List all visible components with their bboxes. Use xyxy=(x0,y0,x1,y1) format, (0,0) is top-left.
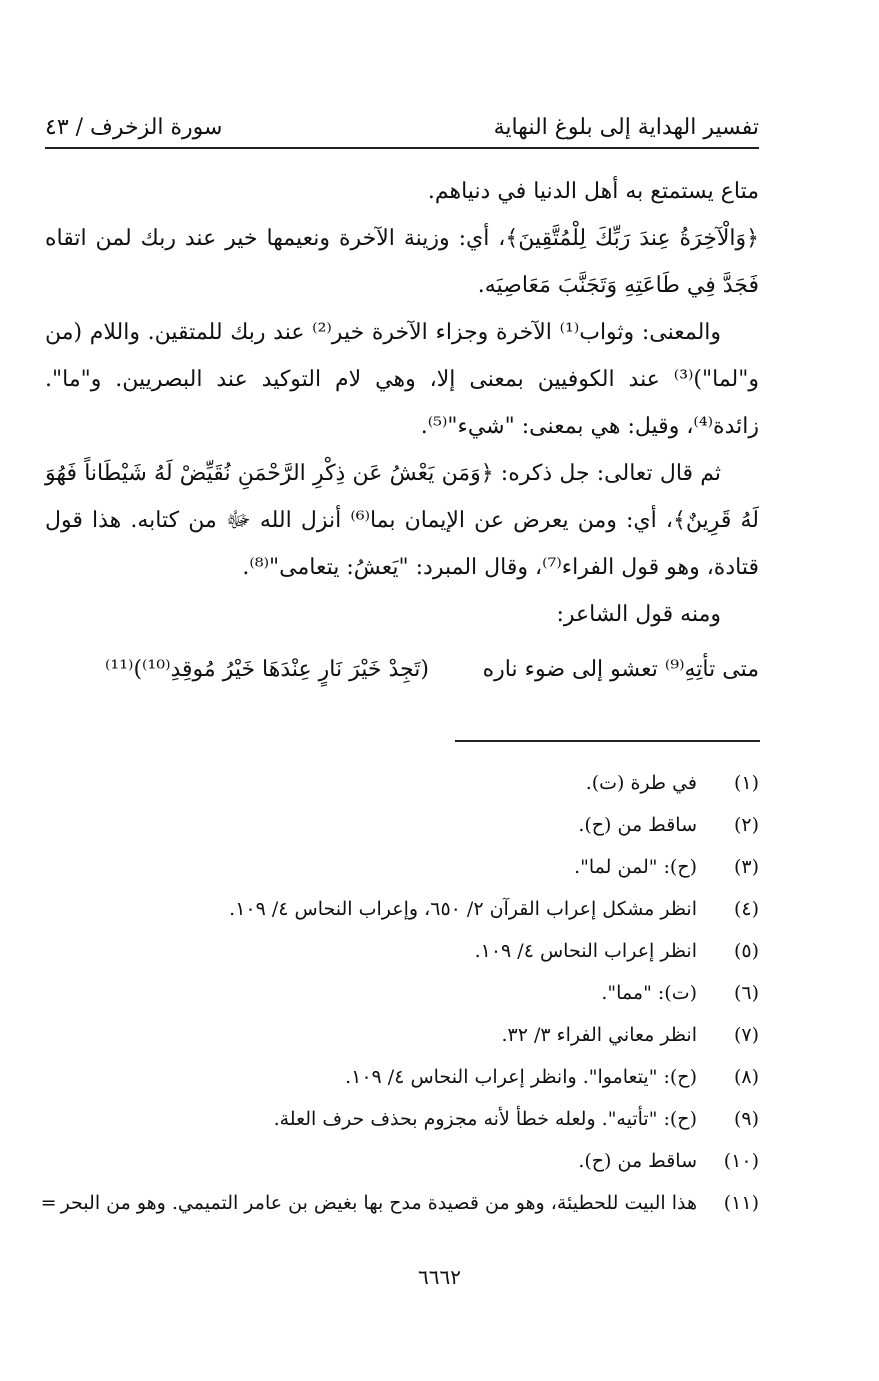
footnote-number: (٨) xyxy=(733,1066,759,1088)
footnote-number: (٣) xyxy=(733,856,759,878)
footnote xyxy=(10,1182,759,1224)
footnote-text: انظر معاني الفراء ٣/ ٣٢. xyxy=(501,1024,697,1046)
footnote-number: (٥) xyxy=(733,940,759,962)
footnote-rule xyxy=(455,740,760,742)
footnote-number: (٤) xyxy=(733,898,759,920)
book-title: تفسير الهداية إلى بلوغ النهاية xyxy=(493,115,759,140)
footnote-number: (١١) xyxy=(723,1192,759,1214)
paragraph-2: ﴿وَالْآخِرَةُ عِندَ رَبِّكَ لِلْمُتَّقِينَ﴾، أي: وزينة الآخرة ونعيمها خير عند ربك لمن اتقاه فَجَدَّ فِي طَاعَتِهِ وَتَجَنَّبَ مَعَاصِيَه. xyxy=(45,226,759,298)
footnote xyxy=(10,972,759,1014)
footnote-text: ساقط من (ح). xyxy=(578,1150,697,1172)
verse-second-hemistich: (تَجِدْ خَيْرَ نَارٍ عِنْدَهَا خَيْرُ مُوقِدِ⁽¹⁰⁾)⁽¹¹⁾ xyxy=(105,657,429,682)
footnote xyxy=(10,1098,759,1140)
footnote-number: (١) xyxy=(733,772,759,794)
footnote-text: (ح): "لمن لما". xyxy=(574,856,697,878)
footnote-text: (ح): "يتعاموا". وانظر إعراب النحاس ٤/ ١٠٩. xyxy=(345,1066,697,1088)
footnote-text: (ح): "تأتيه". ولعله خطأ لأنه مجزوم بحذف حرف العلة. xyxy=(273,1108,697,1130)
footnote-text: انظر مشكل إعراب القرآن ٢/ ٦٥٠، وإعراب النحاس ٤/ ١٠٩. xyxy=(229,898,697,920)
footnote-number: (١٠) xyxy=(723,1150,759,1172)
paragraph-4: ثم قال تعالى: جل ذكره: ﴿وَمَن يَعْشُ عَن ذِكْرِ الرَّحْمَنِ نُقَيِّضْ لَهُ شَيْطَاناً فَهُوَ لَهُ قَرِينٌ﴾، أي: ومن يعرض عن الإيمان بما⁽⁶⁾ أنزل الله ﷻ من كتابه. هذا قول قتادة، وهو قول الفراء⁽⁷⁾، وقال المبرد: "يَعشُ: يتعامى"⁽⁸⁾. xyxy=(45,461,759,580)
footnote-text: انظر إعراب النحاس ٤/ ١٠٩. xyxy=(474,940,697,962)
footnote-text: ساقط من (ح). xyxy=(578,814,697,836)
footnote-text: (ت): "مما". xyxy=(601,982,697,1004)
footnote-number: (٦) xyxy=(733,982,759,1004)
poem-verse xyxy=(45,646,759,693)
footnote xyxy=(10,1014,759,1056)
footnote xyxy=(10,888,759,930)
footnote xyxy=(10,930,759,972)
page-number: ٦٦٦٢ xyxy=(418,1265,461,1289)
footnote-number: (٧) xyxy=(733,1024,759,1046)
running-header xyxy=(45,100,759,140)
footnote-text: هذا البيت للحطيئة، وهو من قصيدة مدح بها بغيض بن عامر التميمي. وهو من البحر xyxy=(60,1192,697,1214)
footnote xyxy=(10,846,759,888)
footnote xyxy=(10,762,759,804)
footnote-text: في طرة (ت). xyxy=(585,772,697,794)
footnote xyxy=(10,1056,759,1098)
continuation-mark: = xyxy=(40,1192,57,1214)
footnote xyxy=(10,1140,759,1182)
footnote-number: (٩) xyxy=(733,1108,759,1130)
footnote xyxy=(10,804,759,846)
verse-first-hemistich: متى تأتِهِ⁽⁹⁾ تعشو إلى ضوء ناره xyxy=(482,657,759,682)
surah-reference: سورة الزخرف / ٤٣ xyxy=(45,115,223,140)
footnote-number: (٢) xyxy=(733,814,759,836)
main-text xyxy=(45,168,759,693)
paragraph-1: متاع يستمتع به أهل الدنيا في دنياهم. xyxy=(427,179,759,204)
paragraph-5: ومنه قول الشاعر: xyxy=(556,602,721,627)
header-rule xyxy=(45,147,759,149)
footnotes xyxy=(10,762,759,1224)
paragraph-3: والمعنى: وثواب⁽¹⁾ الآخرة وجزاء الآخرة خير⁽²⁾ عند ربك للمتقين. واللام (من و"لما")⁽³⁾ عند الكوفيين بمعنى إلا، وهي لام التوكيد عند البصريين. و"ما". زائدة⁽⁴⁾، وقيل: هي بمعنى: "شيء"⁽⁵⁾. xyxy=(45,320,759,439)
